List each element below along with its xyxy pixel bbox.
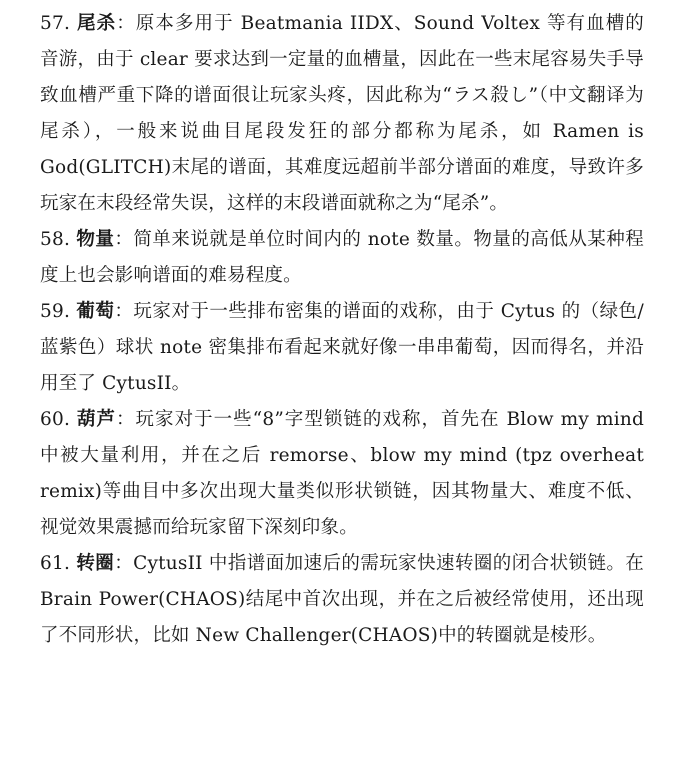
glossary-entry-60 xyxy=(40,402,644,546)
entry-term: 葫芦 xyxy=(76,409,116,430)
entry-number: 60. xyxy=(40,409,71,430)
entry-number: 61. xyxy=(40,553,71,574)
entry-term: 转圈 xyxy=(76,553,115,574)
entry-separator: ： xyxy=(114,301,134,322)
entry-separator: ： xyxy=(114,553,134,574)
entry-definition: 原本多用于 Beatmania IIDX、Sound Voltex 等有血槽的音游，由于 clear 要求达到一定量的血槽量，因此在一些末尾容易失手导致血槽严重下降的谱面很让玩家头疼，因此称为“ラス殺し”（中文翻译为尾杀），一般来说曲目尾段发狂的部分都称为尾杀，如 Ramen is God(GLITCH)末尾的谱面，其难度远超前半部分谱面的难度，导致许多玩家在末段经常失误，这样的末段谱面就称之为“尾杀”。 xyxy=(40,13,644,214)
entry-separator: ： xyxy=(116,13,136,34)
entry-term: 尾杀 xyxy=(77,13,117,34)
entry-number: 59. xyxy=(40,301,71,322)
entry-number: 57. xyxy=(40,13,71,34)
glossary-entry-59 xyxy=(40,294,644,402)
entry-separator: ： xyxy=(114,229,134,250)
entry-term: 葡萄 xyxy=(76,301,115,322)
glossary-entry-61 xyxy=(40,546,644,654)
entry-term: 物量 xyxy=(76,229,115,250)
entry-definition: 简单来说就是单位时间内的 note 数量。物量的高低从某种程度上也会影响谱面的难易程度。 xyxy=(40,229,645,286)
glossary-entry-58 xyxy=(40,222,644,294)
entry-definition: 玩家对于一些“8”字型锁链的戏称，首先在 Blow my mind 中被大量利用，并在之后 remorse、blow my mind (tpz overheat remix)等曲目中多次出现大量类似形状锁链，因其物量大、难度不低、视觉效果震撼而给玩家留下深刻印象。 xyxy=(40,409,644,538)
entry-number: 58. xyxy=(40,229,71,250)
entry-definition: 玩家对于一些排布密集的谱面的戏称，由于 Cytus 的（绿色/蓝紫色）球状 note 密集排布看起来就好像一串串葡萄，因而得名，并沿用至了 CytusII。 xyxy=(40,301,644,394)
entry-separator: ： xyxy=(116,409,136,430)
entry-definition: CytusII 中指谱面加速后的需玩家快速转圈的闭合状锁链。在 Brain Power(CHAOS)结尾中首次出现，并在之后被经常使用，还出现了不同形状，比如 New Challenger(CHAOS)中的转圈就是棱形。 xyxy=(40,553,644,646)
glossary-entry-57 xyxy=(40,6,644,222)
glossary-page xyxy=(40,6,644,654)
